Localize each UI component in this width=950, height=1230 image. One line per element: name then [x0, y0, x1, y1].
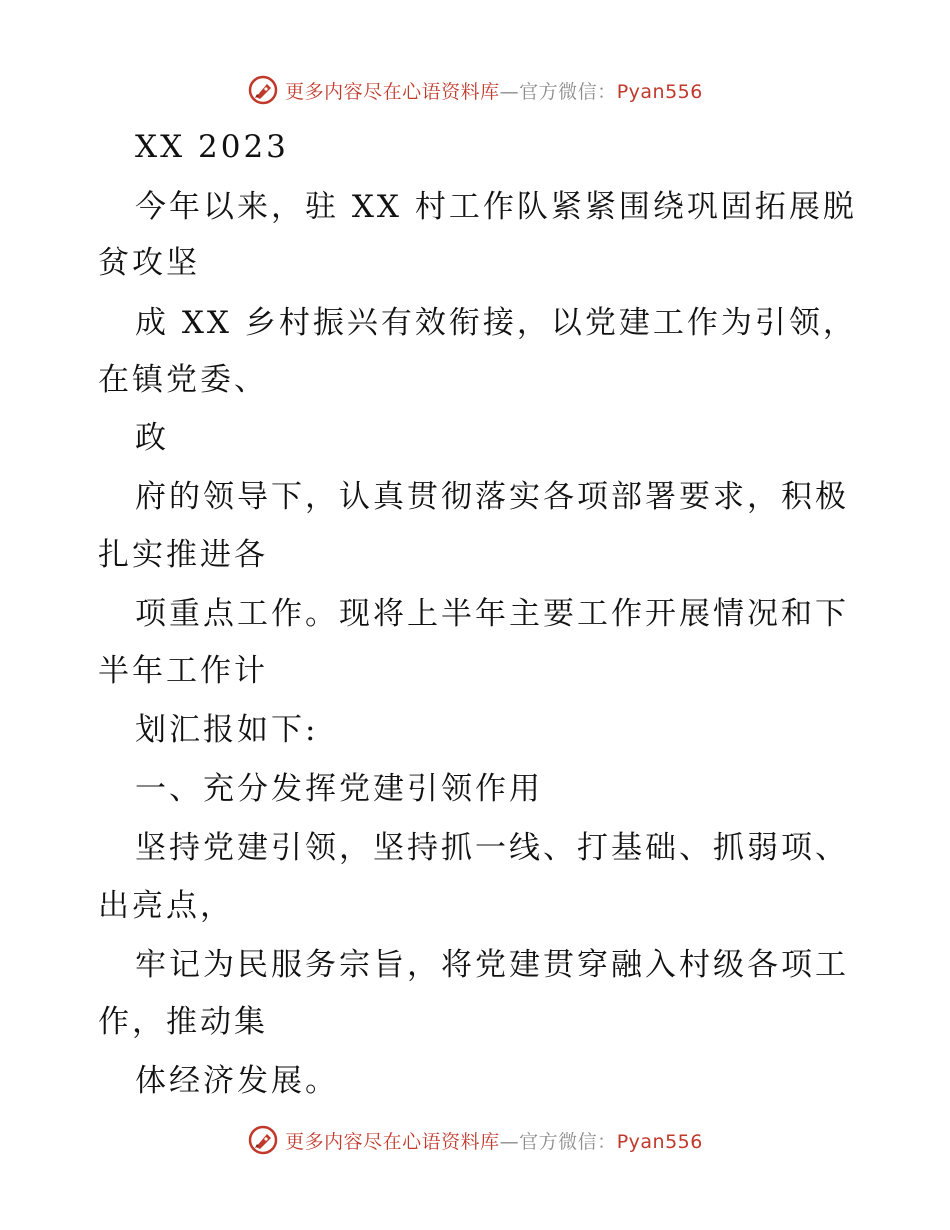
doc-line: XX 2023	[135, 129, 289, 165]
pen-nib-logo-icon	[247, 1124, 279, 1156]
doc-line: 牢记为民服务宗旨，将党建贯穿融入村级各项工	[135, 947, 849, 983]
doc-line: 府的领导下，认真贯彻落实各项部署要求，积极	[135, 479, 849, 515]
doc-line: 项重点工作。现将上半年主要工作开展情况和下	[135, 596, 849, 632]
doc-line: 体经济发展。	[135, 1063, 339, 1099]
doc-line: 贫攻坚	[98, 245, 200, 281]
footer-watermark	[0, 1120, 950, 1160]
doc-line: 出亮点，	[98, 888, 234, 924]
doc-line: 半年工作计	[98, 653, 268, 689]
section-heading: 一、充分发挥党建引领作用	[135, 771, 543, 807]
watermark-text: 更多内容尽在心语资料库—官方微信：Pyan556	[285, 80, 703, 103]
doc-line: 划汇报如下:	[135, 712, 319, 748]
doc-line: 扎实推进各	[98, 537, 268, 573]
doc-line: 在镇党委、	[98, 362, 268, 398]
doc-line: 政	[135, 420, 169, 456]
doc-line: 成 XX 乡村振兴有效衔接，以党建工作为引领，	[135, 305, 857, 341]
watermark-text: 更多内容尽在心语资料库—官方微信：Pyan556	[285, 1130, 703, 1153]
doc-line: 坚持党建引领，坚持抓一线、打基础、抓弱项、	[135, 830, 849, 866]
doc-line: 今年以来，驻 XX 村工作队紧紧围绕巩固拓展脱	[135, 189, 857, 225]
doc-line: 作，推动集	[98, 1004, 268, 1040]
